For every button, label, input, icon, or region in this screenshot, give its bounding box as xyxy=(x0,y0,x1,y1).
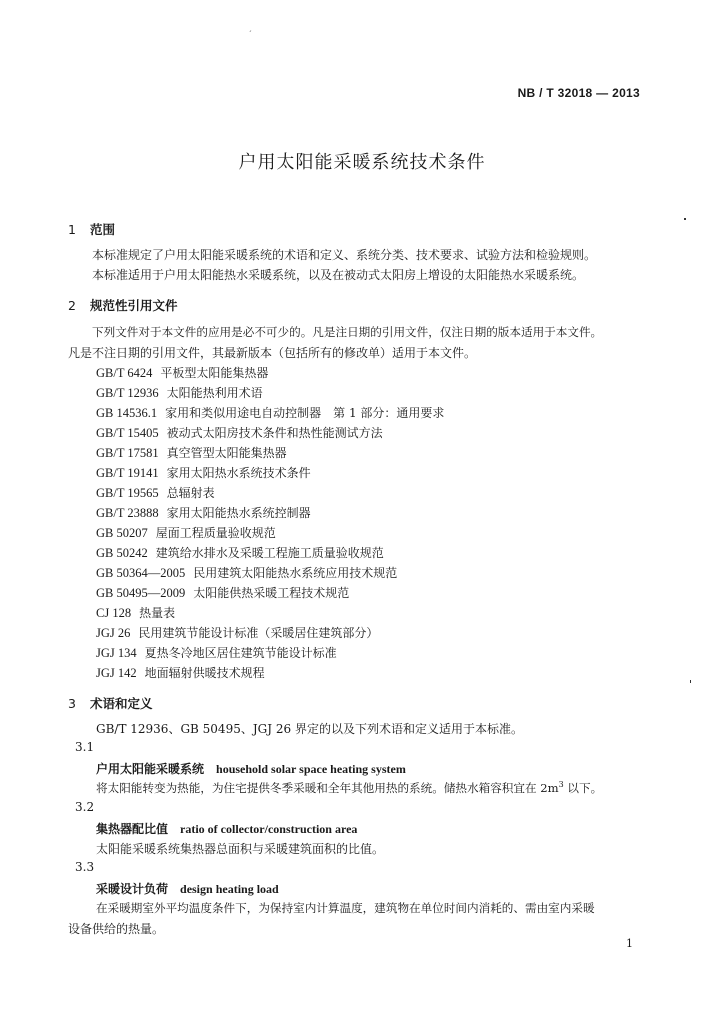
reference-name: 民用建筑太阳能热水系统应用技术规范 xyxy=(193,566,398,580)
term-entry xyxy=(96,820,357,837)
scan-speck xyxy=(690,680,691,683)
reference-item xyxy=(96,424,383,441)
reference-name: 家用太阳热水系统技术条件 xyxy=(166,466,311,480)
term-english: design heating load xyxy=(180,882,279,896)
term-definition: 太阳能采暖系统集热器总面积与采暖建筑面积的比值。 xyxy=(96,842,385,856)
reference-name: 民用建筑节能设计标准（采暖居住建筑部分） xyxy=(138,626,379,640)
section-title: 范围 xyxy=(90,222,116,237)
term-definition: 在采暖期室外平均温度条件下，为保持室内计算温度，建筑物在单位时间内消耗的、需由室内采暖 xyxy=(96,901,595,915)
reference-code: JGJ 134 xyxy=(96,646,137,660)
term-chinese: 户用太阳能采暖系统 xyxy=(96,762,205,776)
reference-name: 热量表 xyxy=(139,606,176,620)
reference-item xyxy=(96,544,384,561)
reference-item xyxy=(96,564,397,581)
section-title: 术语和定义 xyxy=(90,696,153,711)
reference-code: CJ 128 xyxy=(96,606,132,620)
reference-name: 屋面工程质量验收规范 xyxy=(155,526,276,540)
reference-name: 太阳能供热采暖工程技术规范 xyxy=(193,586,350,600)
reference-code: JGJ 142 xyxy=(96,666,137,680)
reference-name: 建筑给水排水及采暖工程施工质量验收规范 xyxy=(155,546,384,560)
reference-name: 被动式太阳房技术条件和热性能测试方法 xyxy=(166,426,383,440)
paragraph: 凡是不注日期的引用文件，其最新版本（包括所有的修改单）适用于本文件。 xyxy=(68,346,477,360)
term-number: 3.1 xyxy=(75,740,95,754)
reference-name: 平板型太阳能集热器 xyxy=(160,366,269,380)
definition-text: 将太阳能转变为热能，为住宅提供冬季采暖和全年其他用热的系统。储热水箱容积宜在 2m xyxy=(96,781,559,795)
reference-name: 总辐射表 xyxy=(166,486,215,500)
reference-code: GB 50495—2009 xyxy=(96,586,186,600)
term-definition-continued: 设备供给的热量。 xyxy=(68,922,165,936)
document-title: 户用太阳能采暖系统技术条件 xyxy=(238,152,486,173)
scan-speck xyxy=(684,218,686,220)
term-number: 3.2 xyxy=(75,800,95,814)
reference-code: GB/T 6424 xyxy=(96,366,153,380)
section-number: 3 xyxy=(68,696,76,711)
reference-code: GB 14536.1 xyxy=(96,406,158,420)
section-3-heading xyxy=(68,694,153,712)
reference-code: JGJ 26 xyxy=(96,626,131,640)
reference-item xyxy=(96,584,349,601)
reference-code: GB/T 19565 xyxy=(96,486,159,500)
reference-code: GB/T 12936 xyxy=(96,386,159,400)
page-number: 1 xyxy=(626,937,633,950)
reference-code: GB 50364—2005 xyxy=(96,566,186,580)
paragraph: 本标准规定了户用太阳能采暖系统的术语和定义、系统分类、技术要求、试验方法和检验规则。 xyxy=(92,248,597,262)
reference-item xyxy=(96,624,378,641)
superscript: 3 xyxy=(558,780,564,790)
reference-item xyxy=(96,504,311,521)
section-number: 2 xyxy=(68,298,76,313)
reference-item xyxy=(96,384,263,401)
reference-item xyxy=(96,484,215,501)
reference-item xyxy=(96,404,444,421)
reference-item xyxy=(96,364,268,381)
reference-name: 真空管型太阳能集热器 xyxy=(166,446,287,460)
term-entry xyxy=(96,760,406,777)
reference-name: 太阳能热利用术语 xyxy=(166,386,263,400)
term-entry xyxy=(96,880,279,897)
reference-item xyxy=(96,664,265,681)
term-definition xyxy=(96,780,602,796)
paragraph: GB/T 12936、GB 50495、JGJ 26 界定的以及下列术语和定义适用于本标准。 xyxy=(96,722,523,736)
scan-mark: ˊ xyxy=(248,30,252,39)
section-2-heading xyxy=(68,296,178,314)
reference-name: 地面辐射供暖技术规程 xyxy=(144,666,265,680)
term-chinese: 采暖设计负荷 xyxy=(96,882,169,896)
reference-item xyxy=(96,604,175,621)
reference-code: GB/T 19141 xyxy=(96,466,159,480)
reference-item xyxy=(96,464,311,481)
reference-name: 家用和类似用途电自动控制器 第 1 部分：通用要求 xyxy=(165,406,445,420)
paragraph: 下列文件对于本文件的应用是必不可少的。凡是注日期的引用文件，仅注日期的版本适用于本文件。 xyxy=(92,325,603,339)
reference-code: GB 50242 xyxy=(96,546,148,560)
reference-name: 家用太阳能热水系统控制器 xyxy=(166,506,311,520)
section-number: 1 xyxy=(68,222,76,237)
term-english: household solar space heating system xyxy=(216,762,406,776)
definition-tail: 以下。 xyxy=(563,781,603,795)
reference-code: GB/T 23888 xyxy=(96,506,159,520)
section-title: 规范性引用文件 xyxy=(90,298,178,313)
reference-code: GB 50207 xyxy=(96,526,148,540)
paragraph: 本标准适用于户用太阳能热水采暖系统，以及在被动式太阳房上增设的太阳能热水采暖系统。 xyxy=(92,268,585,282)
reference-item xyxy=(96,524,276,541)
term-number: 3.3 xyxy=(75,860,95,874)
standard-number: NB / T 32018 — 2013 xyxy=(517,86,640,100)
reference-code: GB/T 15405 xyxy=(96,426,159,440)
section-1-heading xyxy=(68,220,115,238)
term-english: ratio of collector/construction area xyxy=(180,822,358,836)
reference-code: GB/T 17581 xyxy=(96,446,159,460)
reference-name: 夏热冬冷地区居住建筑节能设计标准 xyxy=(144,646,337,660)
reference-item xyxy=(96,644,337,661)
reference-item xyxy=(96,444,287,461)
term-chinese: 集热器配比值 xyxy=(96,822,169,836)
